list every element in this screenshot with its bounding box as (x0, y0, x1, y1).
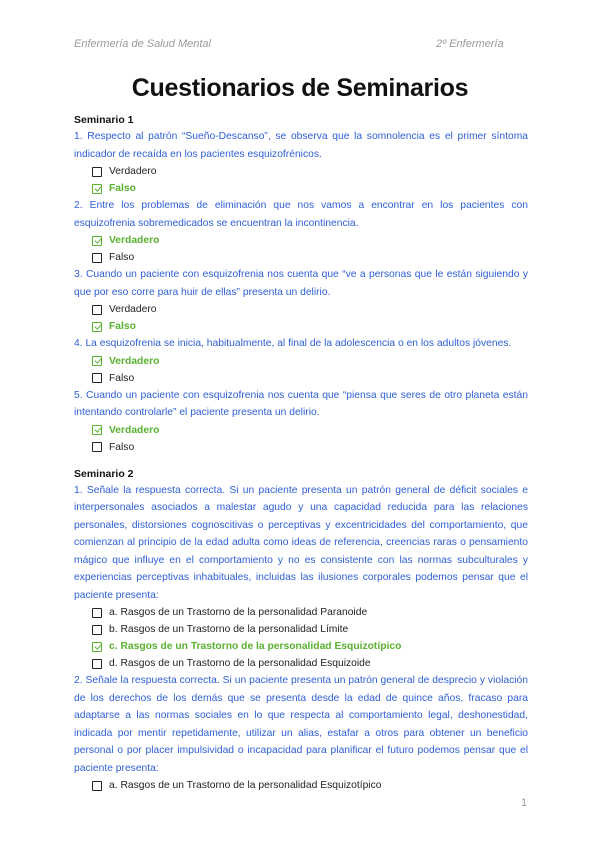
answer-option-label: Falso (109, 183, 136, 194)
seminar-1-heading: Seminario 1 (74, 114, 134, 126)
answer-option-label: a. Rasgos de un Trastorno de la personalidad Esquizotípico (109, 780, 382, 791)
checkbox-icon[interactable] (92, 373, 102, 383)
checked-box-icon[interactable] (92, 184, 102, 194)
answer-option[interactable] (92, 604, 528, 621)
question-text: 1. Señale la respuesta correcta. Si un paciente presenta un patrón general de déficit sociales e interpersonales asociados a malestar agudo y una capacidad reducida para las relaciones personales, distorsiones cognoscitivas o perceptivas y excentricidades del comportamiento, que comienzan al principio de la edad adulta como ideas de referencia, creencias raras o pensamiento mágico que influye en el comportamiento y no es consistente con las normas subculturales y experiencias perceptivas inhabituales, incluidas las ilusiones corporales podemos pensar que el paciente presenta: (74, 484, 528, 601)
answer-options (92, 604, 528, 672)
question-text: 2. Entre los problemas de eliminación que nos vamos a encontrar en los pacientes con esquizofrenia sobremedicados se encuentran la incontinencia. (74, 200, 528, 229)
page-number: 1 (521, 797, 528, 809)
answer-option-checked[interactable] (92, 180, 528, 197)
answer-option-label: Falso (109, 372, 135, 384)
answer-option[interactable] (92, 163, 528, 180)
checkbox-icon[interactable] (92, 305, 102, 315)
checked-box-icon[interactable] (92, 356, 102, 366)
answer-option-label: Verdadero (109, 166, 157, 177)
answer-options (92, 777, 528, 794)
checkbox-icon[interactable] (92, 442, 102, 452)
answer-option-label: Falso (109, 441, 135, 453)
header-left: Enfermería de Salud Mental (74, 38, 211, 50)
answer-option-label: b. Rasgos de un Trastorno de la personalidad Límite (109, 624, 349, 635)
question-text: 4. La esquizofrenia se inicia, habitualmente, al final de la adolescencia o en los adultos jóvenes. (74, 338, 512, 349)
answer-option[interactable] (92, 301, 528, 318)
answer-option-label: Verdadero (109, 235, 160, 246)
checked-box-icon[interactable] (92, 642, 102, 652)
answer-option[interactable] (92, 439, 528, 456)
answer-option-checked[interactable] (92, 422, 528, 439)
answer-option-label: Verdadero (109, 355, 160, 367)
seminar-2-questions (74, 482, 528, 795)
answer-option[interactable] (92, 777, 528, 794)
answer-option[interactable] (92, 249, 528, 266)
answer-option[interactable] (92, 370, 528, 387)
answer-option-label: d. Rasgos de un Trastorno de la personalidad Esquizoide (109, 658, 371, 669)
question-text: 5. Cuando un paciente con esquizofrenia nos cuenta que “piensa que seres de otro planeta están intentando controlarle” el paciente presenta un delirio. (74, 389, 528, 418)
answer-options (92, 232, 528, 266)
answer-options (92, 353, 528, 387)
checkbox-icon[interactable] (92, 253, 102, 263)
checkbox-icon[interactable] (92, 167, 102, 177)
header-right: 2º Enfermería (436, 38, 504, 50)
question-text: 3. Cuando un paciente con esquizofrenia nos cuenta que “ve a personas que le están siguiendo y que por eso corre para huir de ellas” presenta un delirio. (74, 269, 528, 298)
question-text: 1. Respecto al patrón “Sueño-Descanso”, se observa que la somnolencia es el primer síntoma indicador de recaída en los pacientes esquizofrénicos. (74, 131, 528, 160)
answer-options (92, 163, 528, 197)
seminar-2-heading: Seminario 2 (74, 467, 134, 480)
answer-option-checked[interactable] (92, 232, 528, 249)
checkbox-icon[interactable] (92, 608, 102, 618)
checkbox-icon[interactable] (92, 781, 102, 791)
checkbox-icon[interactable] (92, 625, 102, 635)
checkbox-icon[interactable] (92, 659, 102, 669)
answer-option-label: Verdadero (109, 424, 160, 436)
answer-options (92, 422, 528, 456)
checked-box-icon[interactable] (92, 425, 102, 435)
seminar-1-questions (74, 128, 528, 456)
answer-options (92, 301, 528, 335)
answer-option-checked[interactable] (92, 638, 528, 655)
page-title: Cuestionarios de Seminarios (131, 74, 469, 102)
answer-option-label: Falso (109, 321, 136, 332)
answer-option[interactable] (92, 655, 528, 672)
answer-option-label: Falso (109, 252, 135, 263)
answer-option-checked[interactable] (92, 318, 528, 335)
checked-box-icon[interactable] (92, 322, 102, 332)
checked-box-icon[interactable] (92, 236, 102, 246)
answer-option[interactable] (92, 621, 528, 638)
document-body (74, 110, 528, 794)
answer-option-checked[interactable] (92, 353, 528, 370)
question-text: 2. Señale la respuesta correcta. Si un paciente presenta un patrón general de desprecio y violación de los derechos de los demás que se presenta desde la edad de quince años, fracaso para adaptarse a las normas sociales en lo que respecta al comportamiento legal, deshonestidad, indicada por mentir repetidamente, utilizar un alias, estafar a otros para obtener un beneficio personal o por placer impulsividad o incapacidad para planificar el futuro podemos pensar que el paciente presenta: (74, 675, 528, 774)
answer-option-label: a. Rasgos de un Trastorno de la personalidad Paranoide (109, 607, 368, 618)
answer-option-label: c. Rasgos de un Trastorno de la personalidad Esquizotípico (109, 641, 402, 652)
answer-option-label: Verdadero (109, 304, 157, 315)
